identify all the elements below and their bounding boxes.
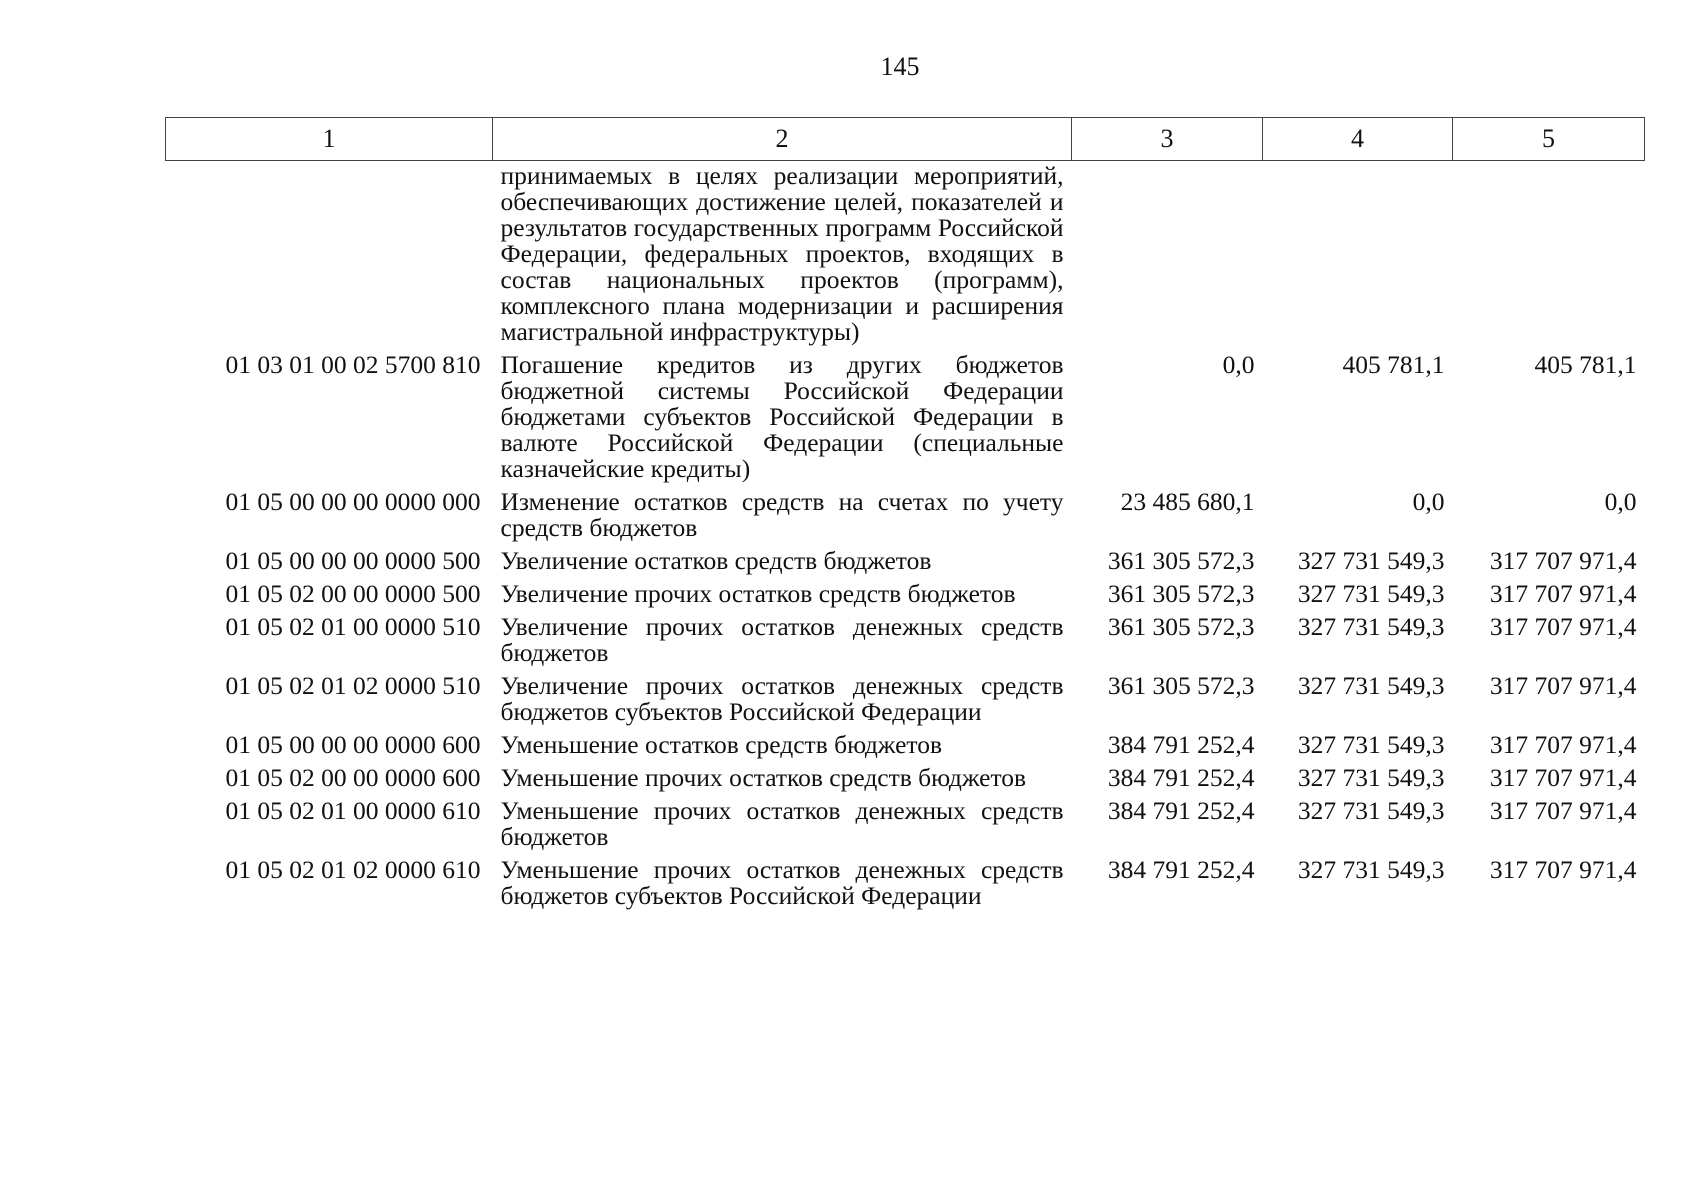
value-col5-cell: 317 707 971,4 (1489, 796, 1637, 825)
description-cell: Уменьшение прочих остатков средств бюджетов (500, 763, 1027, 792)
value-col3-cell: 384 791 252,4 (1107, 730, 1255, 759)
description-cell: Увеличение прочих остатков средств бюджетов (500, 579, 1016, 608)
description-cell: Увеличение прочих остатков денежных средств бюджетов субъектов Российской Федерации (500, 671, 1064, 726)
value-col4-cell: 327 731 549,3 (1297, 546, 1445, 575)
table-header-row (166, 118, 1645, 161)
description-cell: Погашение кредитов из других бюджетов бюджетной системы Российской Федерации бюджетами субъектов Российской Федерации в валюте Российской Федерации (специальные казначейские кредиты) (500, 350, 1064, 483)
budget-code-cell: 01 05 00 00 00 0000 600 (225, 730, 481, 759)
budget-code-cell: 01 05 02 01 00 0000 610 (225, 796, 481, 825)
budget-code-cell: 01 05 02 01 00 0000 510 (225, 612, 481, 641)
value-col4-cell: 327 731 549,3 (1297, 730, 1445, 759)
budget-code-cell: 01 03 01 00 02 5700 810 (225, 350, 481, 379)
column-header-4: 4 (1263, 118, 1453, 161)
value-col5-cell: 317 707 971,4 (1489, 763, 1637, 792)
value-col4-cell (1263, 161, 1453, 353)
description-cell: Изменение остатков средств на счетах по учету средств бюджетов (500, 487, 1064, 542)
value-col4-cell: 0,0 (1412, 487, 1445, 516)
table-row (166, 352, 1645, 489)
table-row (166, 673, 1645, 732)
value-col3-cell: 23 485 680,1 (1120, 487, 1255, 516)
value-col5-cell: 317 707 971,4 (1489, 671, 1637, 700)
table-row (166, 161, 1645, 353)
value-col5-cell: 317 707 971,4 (1489, 612, 1637, 641)
budget-code-cell: 01 05 02 00 00 0000 600 (225, 763, 481, 792)
value-col5-cell (1453, 161, 1645, 353)
column-header-3: 3 (1072, 118, 1263, 161)
value-col5-cell: 317 707 971,4 (1489, 546, 1637, 575)
table-row (166, 857, 1645, 916)
budget-code-cell: 01 05 00 00 00 0000 500 (225, 546, 481, 575)
value-col4-cell: 327 731 549,3 (1297, 763, 1445, 792)
value-col5-cell: 317 707 971,4 (1489, 855, 1637, 884)
table-row (166, 548, 1645, 581)
description-cell: принимаемых в целях реализации мероприятий, обеспечивающих достижение целей, показателей и результатов государственных программ Российской Федерации, федеральных проектов, входящих в состав национальных проектов (программ), комплексного плана модернизации и расширения магистральной инфраструктуры) (500, 161, 1064, 346)
value-col3-cell: 361 305 572,3 (1107, 671, 1255, 700)
value-col5-cell: 317 707 971,4 (1489, 579, 1637, 608)
budget-code-cell: 01 05 02 01 02 0000 610 (225, 855, 481, 884)
value-col3-cell: 384 791 252,4 (1107, 763, 1255, 792)
table-row (166, 732, 1645, 765)
value-col4-cell: 327 731 549,3 (1297, 855, 1445, 884)
description-cell: Увеличение остатков средств бюджетов (500, 546, 932, 575)
table-row (166, 765, 1645, 798)
description-cell: Уменьшение прочих остатков денежных средств бюджетов субъектов Российской Федерации (500, 855, 1064, 910)
value-col5-cell: 317 707 971,4 (1489, 730, 1637, 759)
description-cell: Уменьшение прочих остатков денежных средств бюджетов (500, 796, 1064, 851)
value-col5-cell: 405 781,1 (1534, 350, 1637, 379)
table-row (166, 798, 1645, 857)
table-row (166, 614, 1645, 673)
value-col4-cell: 405 781,1 (1342, 350, 1445, 379)
description-cell: Увеличение прочих остатков денежных средств бюджетов (500, 612, 1064, 667)
budget-code-cell: 01 05 00 00 00 0000 000 (225, 487, 481, 516)
value-col5-cell: 0,0 (1604, 487, 1637, 516)
value-col4-cell: 327 731 549,3 (1297, 579, 1445, 608)
page-number: 145 (880, 52, 920, 81)
value-col4-cell: 327 731 549,3 (1297, 612, 1445, 641)
value-col3-cell: 384 791 252,4 (1107, 796, 1255, 825)
value-col3-cell: 361 305 572,3 (1107, 546, 1255, 575)
value-col4-cell: 327 731 549,3 (1297, 796, 1445, 825)
value-col3-cell: 0,0 (1222, 350, 1255, 379)
value-col3-cell (1072, 161, 1263, 353)
budget-code-cell (166, 161, 493, 353)
budget-code-cell: 01 05 02 00 00 0000 500 (225, 579, 481, 608)
value-col4-cell: 327 731 549,3 (1297, 671, 1445, 700)
column-header-1: 1 (166, 118, 493, 161)
column-header-2: 2 (493, 118, 1072, 161)
value-col3-cell: 361 305 572,3 (1107, 579, 1255, 608)
budget-sources-table (165, 117, 1645, 916)
value-col3-cell: 361 305 572,3 (1107, 612, 1255, 641)
budget-code-cell: 01 05 02 01 02 0000 510 (225, 671, 481, 700)
table-row (166, 489, 1645, 548)
column-header-5: 5 (1453, 118, 1645, 161)
value-col3-cell: 384 791 252,4 (1107, 855, 1255, 884)
description-cell: Уменьшение остатков средств бюджетов (500, 730, 943, 759)
table-row (166, 581, 1645, 614)
